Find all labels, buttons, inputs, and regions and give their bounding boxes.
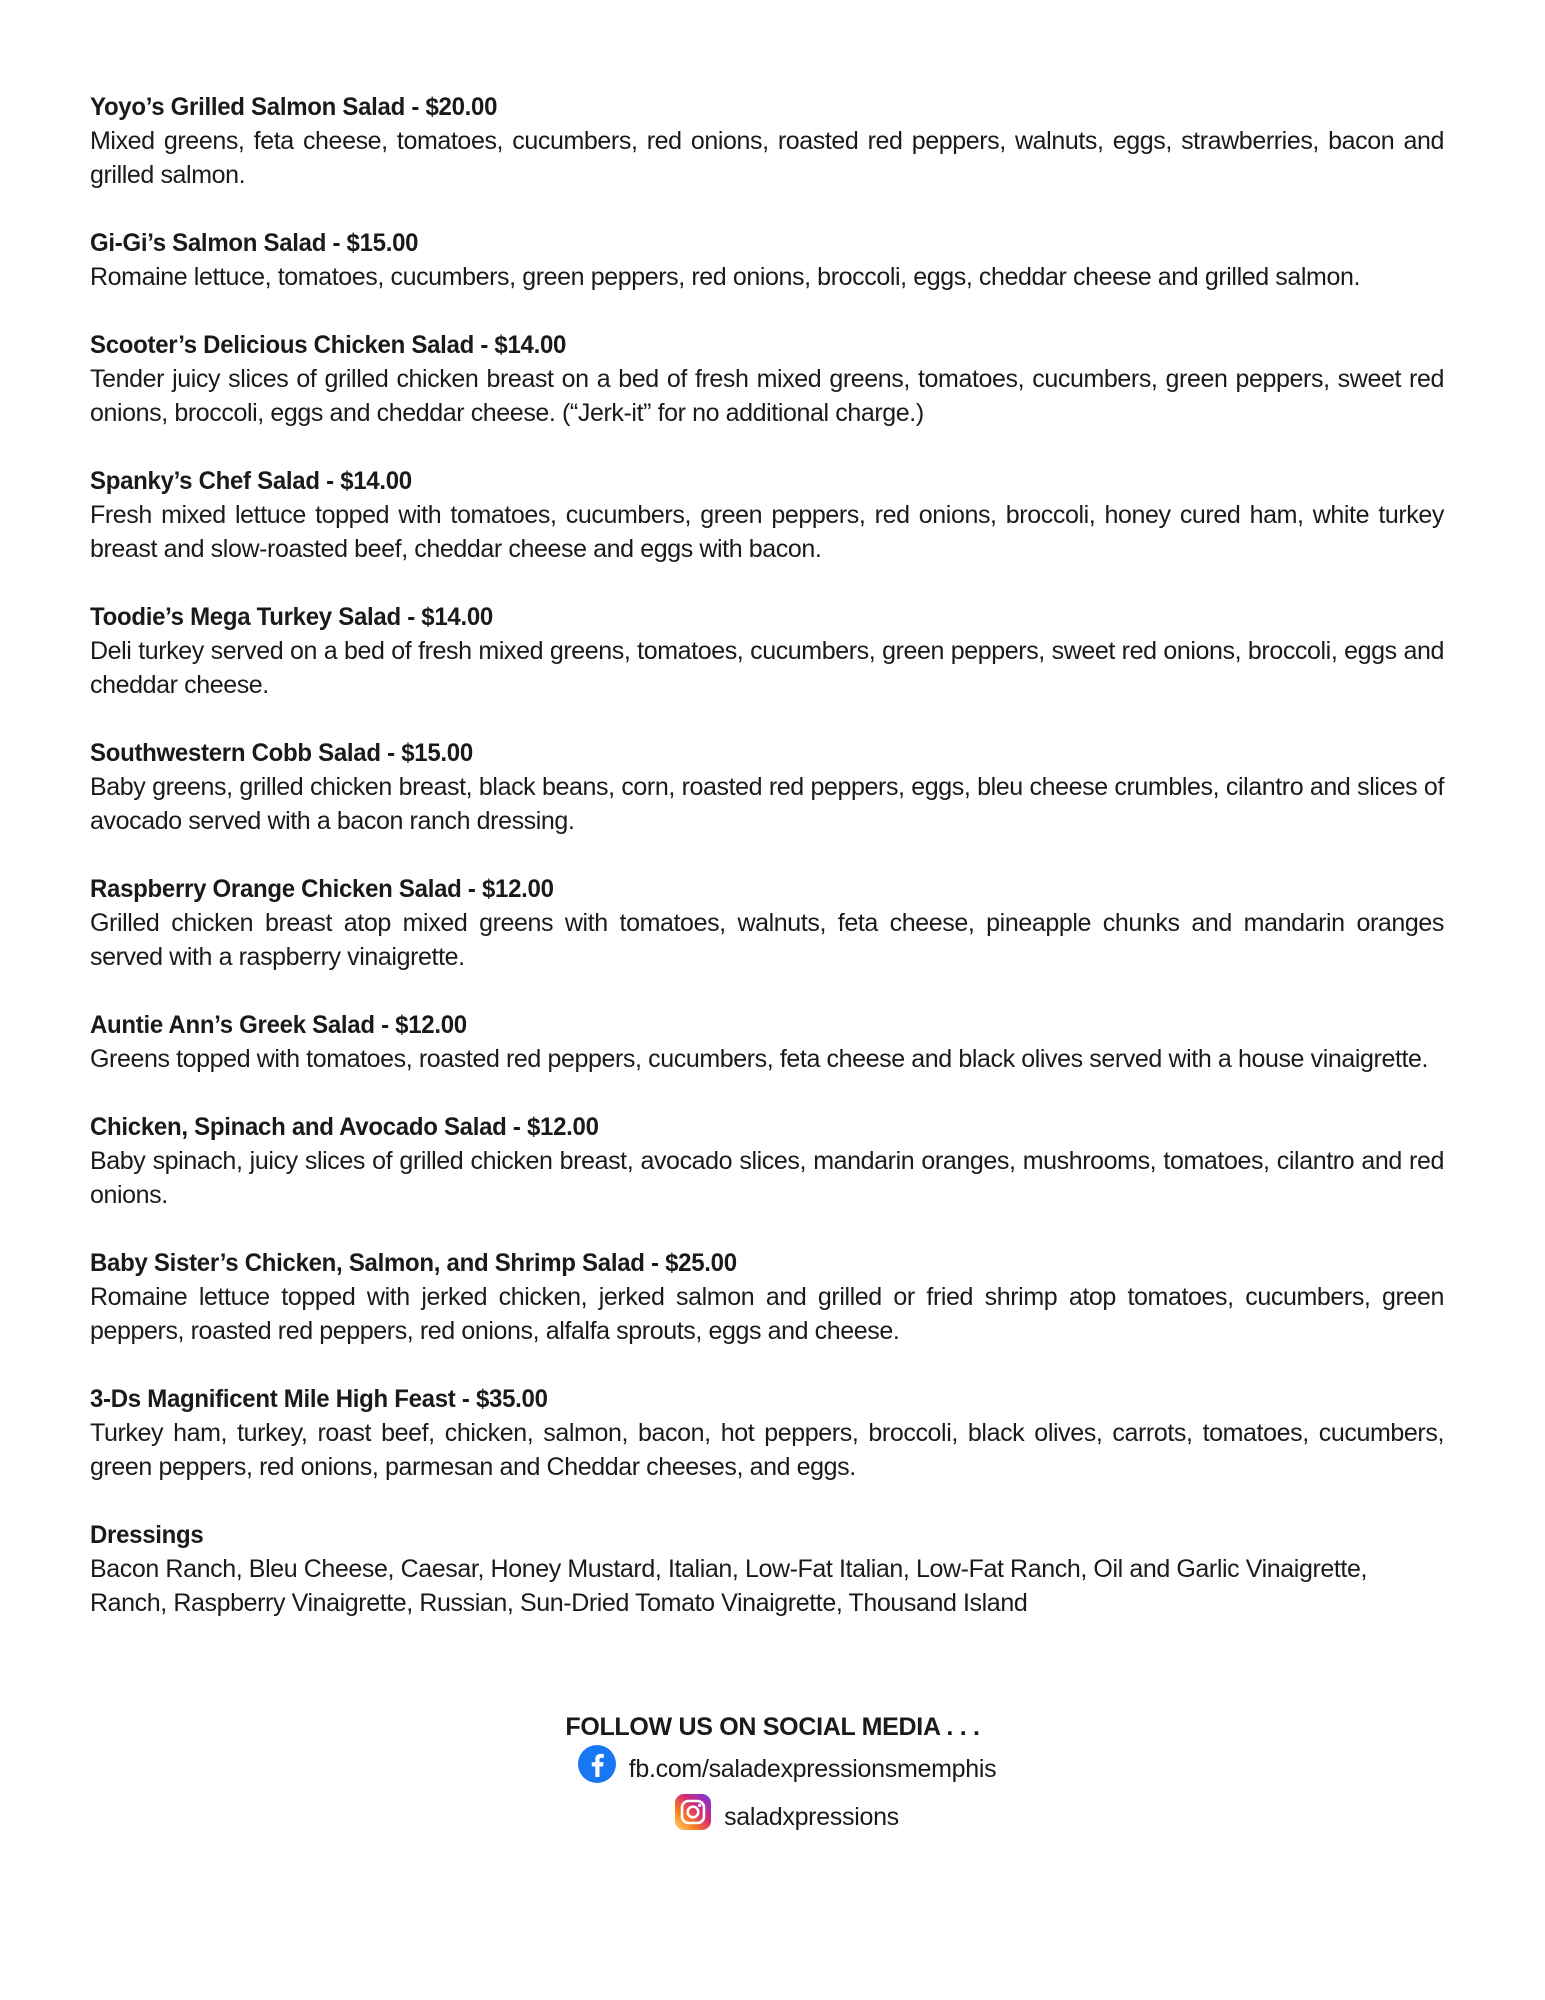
facebook-link[interactable]: [28, 1744, 1545, 1793]
facebook-handle: fb.com/saladexpressionsmemphis: [628, 1754, 997, 1783]
menu-item-scooters-chicken-salad: [90, 328, 1444, 430]
social-media-section: [0, 1710, 1545, 1840]
instagram-link[interactable]: [28, 1793, 1545, 1840]
menu-item-chicken-spinach-avocado-salad: [90, 1110, 1444, 1212]
menu-item-title: Yoyo’s Grilled Salmon Salad - $20.00: [90, 93, 498, 121]
menu-item-description: Fresh mixed lettuce topped with tomatoes, cucumbers, green peppers, red onions, broccoli, honey cured ham, white turkey breast and slow-roasted beef, cheddar cheese and eggs with bacon.: [90, 501, 1444, 563]
menu-page: [90, 90, 1444, 1654]
menu-item-description: Romaine lettuce, tomatoes, cucumbers, green peppers, red onions, broccoli, eggs, cheddar cheese and grilled salmon.: [90, 263, 1361, 291]
instagram-handle: saladxpressions: [724, 1802, 899, 1831]
menu-item-title: Auntie Ann’s Greek Salad - $12.00: [90, 1011, 467, 1039]
facebook-icon: [577, 1744, 617, 1793]
menu-item-raspberry-orange-chicken-salad: [90, 872, 1444, 974]
dressings-list: Bacon Ranch, Bleu Cheese, Caesar, Honey Mustard, Italian, Low-Fat Italian, Low-Fat Ranch, Oil and Garlic Vinaigrette, Ranch, Raspberry Vinaigrette, Russian, Sun-Dried Tomato Vinaigrette, Thousand Island: [90, 1555, 1368, 1617]
dressings-title: Dressings: [90, 1521, 204, 1549]
menu-item-description: Baby greens, grilled chicken breast, black beans, corn, roasted red peppers, eggs, bleu cheese crumbles, cilantro and slices of avocado served with a bacon ranch dressing.: [90, 773, 1444, 835]
menu-item-title: Scooter’s Delicious Chicken Salad - $14.00: [90, 331, 567, 359]
menu-item-description: Grilled chicken breast atop mixed greens with tomatoes, walnuts, feta cheese, pineapple chunks and mandarin oranges served with a raspberry vinaigrette.: [90, 909, 1444, 971]
menu-item-title: Baby Sister’s Chicken, Salmon, and Shrimp Salad - $25.00: [90, 1249, 737, 1277]
menu-item-gigis-salmon-salad: [90, 226, 1444, 294]
menu-item-title: Gi-Gi’s Salmon Salad - $15.00: [90, 229, 419, 257]
menu-item-description: Greens topped with tomatoes, roasted red peppers, cucumbers, feta cheese and black olives served with a house vinaigrette.: [90, 1045, 1429, 1073]
menu-item-description: Turkey ham, turkey, roast beef, chicken, salmon, bacon, hot peppers, broccoli, black olives, carrots, tomatoes, cucumbers, green peppers, red onions, parmesan and Cheddar cheeses, and eggs.: [90, 1419, 1444, 1481]
menu-item-title: Toodie’s Mega Turkey Salad - $14.00: [90, 603, 493, 631]
menu-item-southwestern-cobb-salad: [90, 736, 1444, 838]
menu-item-description: Deli turkey served on a bed of fresh mixed greens, tomatoes, cucumbers, green peppers, sweet red onions, broccoli, eggs and cheddar cheese.: [90, 637, 1444, 699]
menu-item-title: Raspberry Orange Chicken Salad - $12.00: [90, 875, 554, 903]
menu-item-description: Tender juicy slices of grilled chicken breast on a bed of fresh mixed greens, tomatoes, cucumbers, green peppers, sweet red onions, broccoli, eggs and cheddar cheese. (“Jerk-it” for no additional charge.): [90, 365, 1444, 427]
menu-item-title: Spanky’s Chef Salad - $14.00: [90, 467, 412, 495]
menu-item-yoyos-grilled-salmon-salad: [90, 90, 1444, 192]
menu-item-title: 3-Ds Magnificent Mile High Feast - $35.00: [90, 1385, 548, 1413]
menu-item-title: Chicken, Spinach and Avocado Salad - $12.00: [90, 1113, 599, 1141]
menu-item-auntie-anns-greek-salad: [90, 1008, 1444, 1076]
menu-item-description: Romaine lettuce topped with jerked chicken, jerked salmon and grilled or fried shrimp atop tomatoes, cucumbers, green peppers, roasted red peppers, red onions, alfalfa sprouts, eggs and cheese.: [90, 1283, 1444, 1345]
menu-item-mile-high-feast: [90, 1382, 1444, 1484]
menu-item-description: Baby spinach, juicy slices of grilled chicken breast, avocado slices, mandarin oranges, mushrooms, tomatoes, cilantro and red onions.: [90, 1147, 1444, 1209]
dressings-section: [90, 1518, 1444, 1620]
menu-item-spankys-chef-salad: [90, 464, 1444, 566]
instagram-icon: [674, 1793, 712, 1840]
social-heading: FOLLOW US ON SOCIAL MEDIA . . .: [565, 1713, 980, 1741]
menu-item-title: Southwestern Cobb Salad - $15.00: [90, 739, 473, 767]
menu-item-description: Mixed greens, feta cheese, tomatoes, cucumbers, red onions, roasted red peppers, walnuts, eggs, strawberries, bacon and grilled salmon.: [90, 127, 1444, 189]
menu-item-toodies-turkey-salad: [90, 600, 1444, 702]
menu-item-baby-sisters-salad: [90, 1246, 1444, 1348]
